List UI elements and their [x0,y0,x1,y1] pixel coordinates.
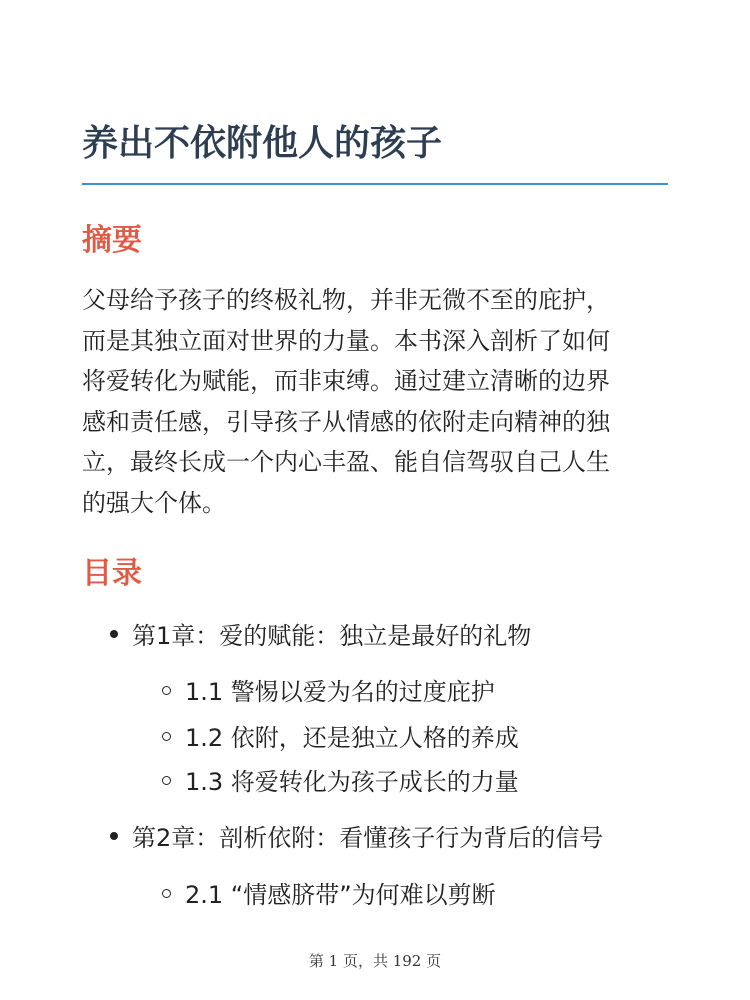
toc-section-label: 1.1 警惕以爱为名的过度庇护 [185,678,495,706]
toc-chapter-label: 第1章：爱的赋能：独立是最好的礼物 [132,622,532,650]
abstract-line: 立，最终长成一个内心丰盈、能自信驾驭自己人生 [82,448,610,476]
toc-chapter-item[interactable] [110,618,531,654]
abstract-line: 父母给予孩子的终极礼物，并非无微不至的庇护， [82,286,610,314]
circle-bullet-icon [162,889,171,898]
circle-bullet-icon [162,776,171,785]
bullet-icon [110,832,118,840]
toc-chapter-label: 第2章：剖析依附：看懂孩子行为背后的信号 [132,824,604,852]
title-divider [82,183,668,185]
toc-chapter-item[interactable] [110,820,603,856]
toc-section-item[interactable] [162,877,496,913]
toc-section-label: 1.2 依附，还是独立人格的养成 [185,724,519,752]
page-number: 第 1 页，共 192 页 [308,952,442,970]
toc-section-item[interactable] [162,674,495,710]
circle-bullet-icon [162,686,171,695]
abstract-line: 将爱转化为赋能，而非束缚。通过建立清晰的边界 [82,367,610,395]
bullet-icon [110,630,118,638]
toc-section-item[interactable] [162,720,519,756]
abstract-line: 而是其独立面对世界的力量。本书深入剖析了如何 [82,326,610,355]
toc-section-label: 1.3 将爱转化为孩子成长的力量 [185,768,519,796]
toc-section-label: 2.1 “情感脐带”为何难以剪断 [185,881,496,909]
abstract-line: 感和责任感，引导孩子从情感的依附走向精神的独 [82,407,610,436]
abstract-line: 的强大个体。 [82,488,226,517]
document-title: 养出不依附他人的孩子 [82,123,443,164]
toc-section-item[interactable] [162,764,519,800]
toc-heading: 目录 [82,556,142,591]
circle-bullet-icon [162,732,171,741]
abstract-heading: 摘要 [82,223,142,258]
abstract-paragraph [82,280,682,523]
